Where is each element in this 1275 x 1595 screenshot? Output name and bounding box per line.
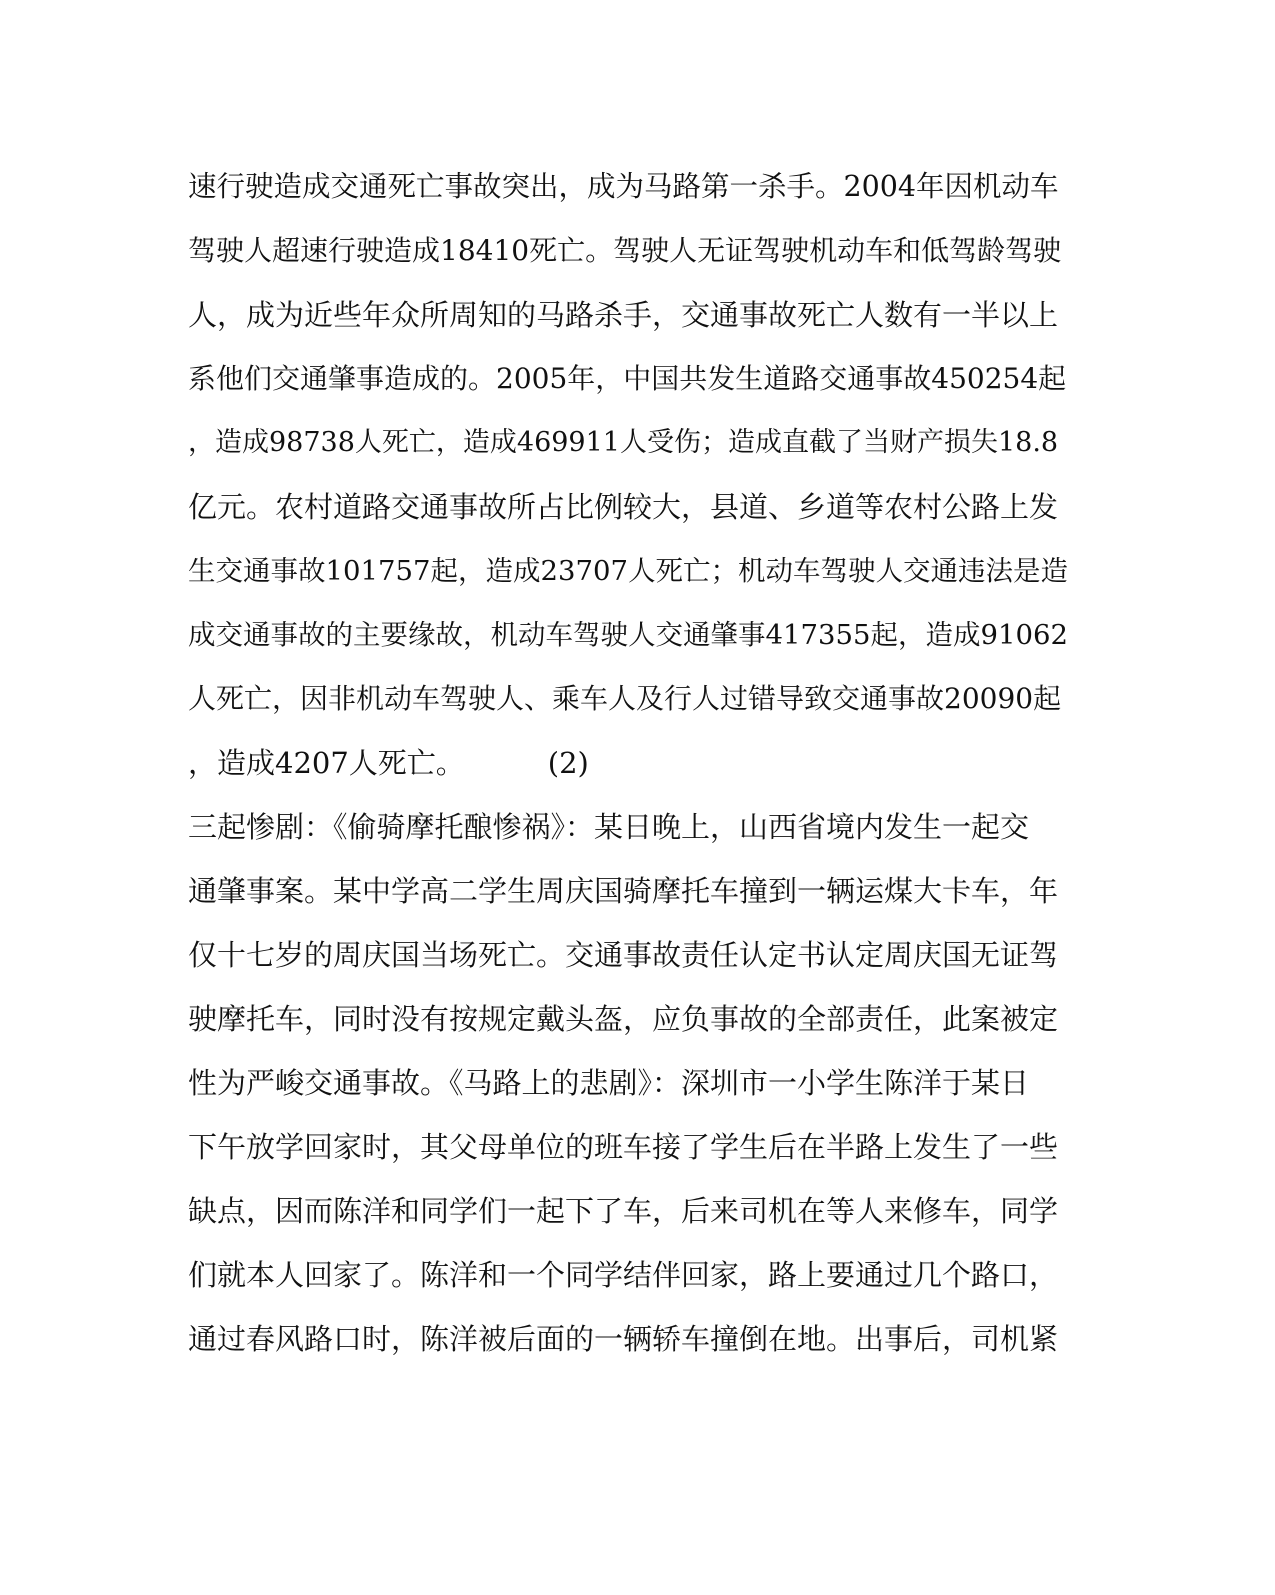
text-line-6: 亿元。农村道路交通事故所占比例较大，县道、乡道等农村公路上发 [188,490,1059,524]
text-line-17: 缺点，因而陈洋和同学们一起下了车，后来司机在等人来修车，同学 [188,1194,1059,1228]
body-text [188,160,1068,1376]
text-line-11: 三起惨剧：《偷骑摩托酿惨祸》：某日晚上，山西省境内发生一起交 [188,810,1030,844]
text-line-18: 们就本人回家了。陈洋和一个同学结伴回家，路上要通过几个路口， [188,1258,1059,1292]
text-line-7: 生交通事故101757起，造成23707人死亡；机动车驾驶人交通违法是造 [188,555,1068,587]
text-line-8: 成交通事故的主要缘故，机动车驾驶人交通肇事417355起，造成91062 [188,619,1068,651]
text-line-13: 仅十七岁的周庆国当场死亡。交通事故责任认定书认定周庆国无证驾 [188,938,1059,972]
text-line-5: ，造成98738人死亡，造成469911人受伤；造成直截了当财产损失18.8 [188,427,1059,458]
text-line-19: 通过春风路口时，陈洋被后面的一辆轿车撞倒在地。出事后，司机紧 [188,1322,1059,1356]
text-line-10: ，造成4207人死亡。 (2) [188,746,589,780]
text-line-14: 驶摩托车，同时没有按规定戴头盔，应负事故的全部责任，此案被定 [188,1002,1059,1036]
text-line-16: 下午放学回家时，其父母单位的班车接了学生后在半路上发生了一些 [188,1130,1059,1164]
text-line-4: 系他们交通肇事造成的。2005年，中国共发生道路交通事故450254起 [188,362,1067,395]
text-line-15: 性为严峻交通事故。《马路上的悲剧》：深圳市一小学生陈洋于某日 [188,1066,1030,1100]
text-line-3: 人，成为近些年众所周知的马路杀手，交通事故死亡人数有一半以上 [188,298,1059,332]
text-line-1: 速行驶造成交通死亡事故突出，成为马路第一杀手。2004年因机动车 [188,170,1059,203]
text-line-9: 人死亡，因非机动车驾驶人、乘车人及行人过错导致交通事故20090起 [188,682,1062,715]
text-line-2: 驾驶人超速行驶造成18410死亡。驾驶人无证驾驶机动车和低驾龄驾驶 [188,234,1062,267]
text-line-12: 通肇事案。某中学高二学生周庆国骑摩托车撞到一辆运煤大卡车，年 [188,874,1059,908]
